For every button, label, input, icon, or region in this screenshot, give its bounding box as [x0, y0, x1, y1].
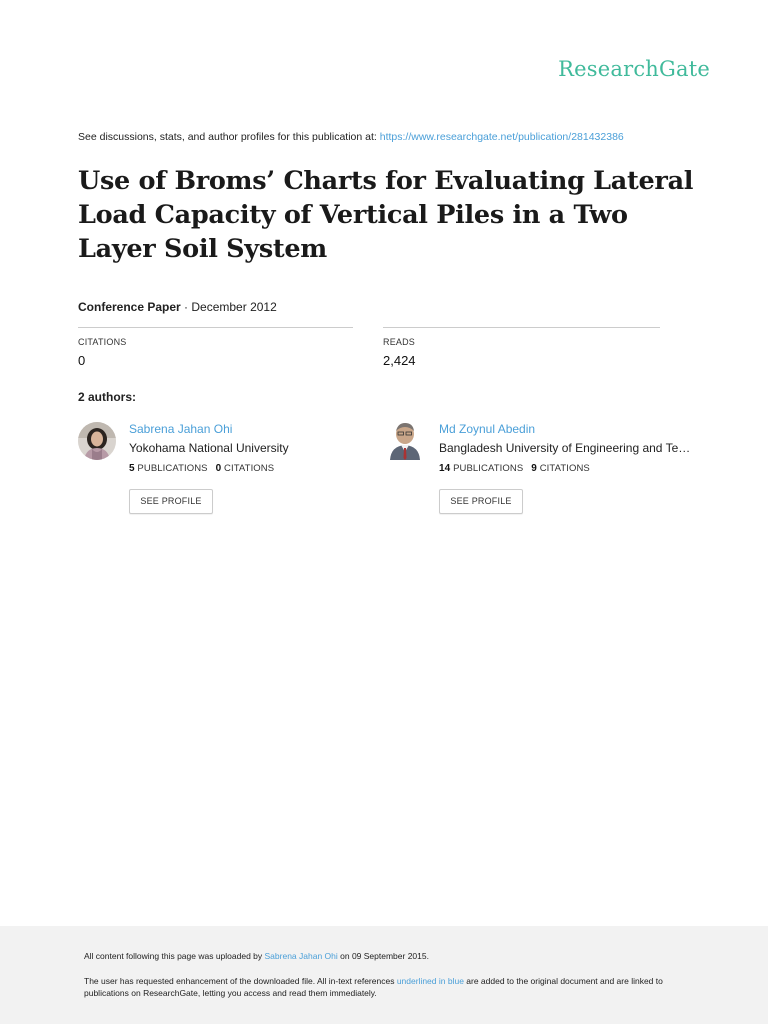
author-stats [129, 463, 399, 474]
see-profile-button[interactable]: SEE PROFILE [439, 489, 523, 514]
author-stats [439, 463, 709, 474]
avatar[interactable] [388, 422, 426, 460]
underlined-in-blue-text: underlined in blue [396, 976, 464, 986]
researchgate-logo[interactable]: ResearchGate [558, 57, 710, 81]
publications-count: 5 [129, 463, 135, 474]
upload-prefix: All content following this page was uploaded by [84, 951, 265, 961]
upload-suffix: on 09 September 2015. [337, 951, 429, 961]
authors-heading: 2 authors: [78, 390, 137, 404]
author-citations-label: CITATIONS [224, 463, 275, 474]
citations-stat [78, 327, 353, 368]
publications-label: PUBLICATIONS [453, 463, 524, 474]
citations-label: CITATIONS [78, 337, 127, 347]
reads-label: READS [383, 337, 416, 347]
profiles-notice [78, 131, 624, 143]
publication-date: December 2012 [191, 300, 277, 314]
publication-title: Use of Broms’ Charts for Evaluating Lateral Load Capacity of Vertical Piles in a Two Layer Soil System [78, 166, 694, 264]
author-citations-label: CITATIONS [539, 463, 590, 474]
author-citations-count: 0 [215, 463, 222, 474]
notice-suffix: are added to the original document and are linked to publications on ResearchGate, letting you access and read them immediately. [84, 976, 663, 998]
profiles-notice-text: See discussions, stats, and author profiles for this publication at: [78, 131, 380, 143]
notice-prefix: The user has requested enhancement of the downloaded file. All in-text references [84, 976, 397, 986]
publication-url-link[interactable]: https://www.researchgate.net/publication/281432386 [379, 131, 624, 143]
footer [0, 926, 768, 1024]
avatar-photo-icon [388, 422, 426, 460]
see-profile-button[interactable]: SEE PROFILE [129, 489, 213, 514]
uploader-link[interactable]: Sabrena Jahan Ohi [264, 951, 338, 961]
avatar[interactable] [78, 422, 116, 460]
publication-meta [78, 300, 277, 314]
author-citations-count: 9 [531, 463, 537, 474]
publication-type: Conference Paper [78, 300, 181, 314]
upload-notice [84, 951, 429, 961]
publications-label: PUBLICATIONS [137, 463, 208, 474]
author-info [439, 422, 709, 474]
enhancement-notice [84, 975, 704, 999]
reads-value: 2,424 [383, 353, 416, 368]
author-institution: Bangladesh University of Engineering and Te… [439, 441, 691, 455]
citations-value: 0 [78, 353, 86, 368]
author-name-link[interactable]: Sabrena Jahan Ohi [129, 422, 233, 436]
author-name-link[interactable]: Md Zoynul Abedin [439, 422, 536, 436]
publications-count: 14 [439, 463, 451, 474]
author-institution: Yokohama National University [129, 441, 289, 455]
meta-separator: · [180, 300, 192, 314]
reads-stat [383, 327, 660, 368]
author-info [129, 422, 399, 474]
avatar-photo-icon [78, 422, 116, 460]
